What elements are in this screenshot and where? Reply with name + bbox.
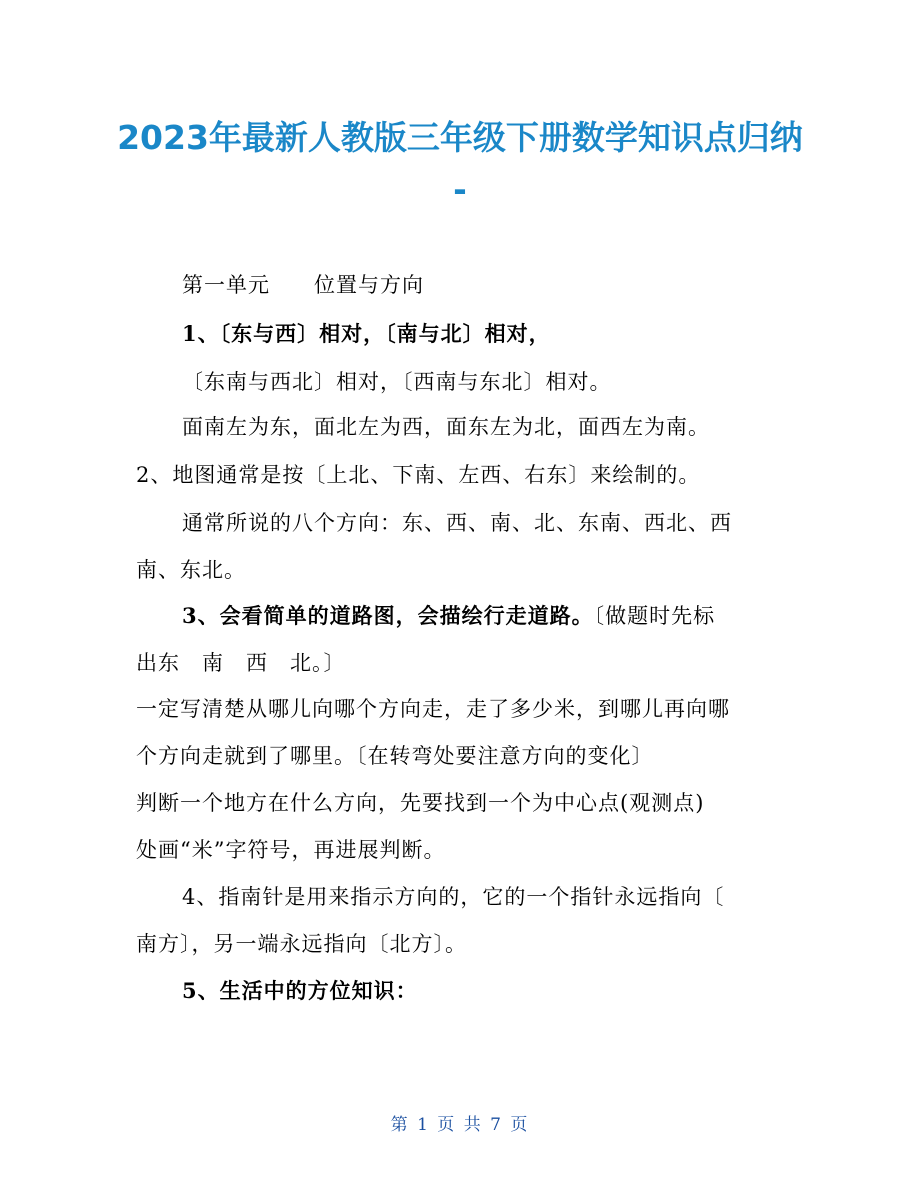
point-3-note-text: 〔做题时先标: [593, 604, 716, 628]
point-1-line-2: 〔东南与西北〕相对，〔西南与东北〕相对。: [182, 370, 612, 394]
unit-heading: 第一单元 位置与方向: [182, 273, 424, 297]
point-1-line-3: 面南左为东，面北左为西，面东左为北，面西左为南。: [182, 415, 710, 439]
point-3-line-1: [182, 601, 715, 631]
point-2-line-2: 通常所说的八个方向：东、西、南、北、东南、西北、西: [182, 511, 732, 535]
point-3-line-3: 一定写清楚从哪儿向哪个方向走，走了多少米，到哪儿再向哪: [136, 697, 730, 721]
point-1-line-1: 1、〔东与西〕相对，〔南与北〕相对，: [182, 321, 551, 346]
point-2-line-1: 2、地图通常是按〔上北、下南、左西、右东〕来绘制的。: [136, 463, 701, 487]
point-3-line-2: 出东 南 西 北。〕: [136, 651, 346, 675]
point-5-heading: 5、生活中的方位知识：: [182, 978, 418, 1003]
point-3-line-5: 判断一个地方在什么方向，先要找到一个为中心点(观测点): [136, 791, 705, 815]
point-3-bold-text: 3、会看简单的道路图，会描绘行走道路。: [182, 603, 594, 628]
point-4-line-1: 4、指南针是用来指示方向的，它的一个指针永远指向〔: [182, 885, 725, 909]
point-3-line-6: 处画“米”字符号，再进展判断。: [136, 838, 446, 862]
point-2-line-3: 南、东北。: [136, 558, 246, 582]
page-footer: 第 1 页 共 7 页: [390, 1115, 530, 1135]
point-3-line-4: 个方向走就到了哪里。〔在转弯处要注意方向的变化〕: [136, 744, 654, 768]
document-title: 2023年最新人教版三年级下册数学知识点归纳: [117, 118, 803, 157]
point-4-line-2: 南方〕，另一端永远指向〔北方〕。: [136, 932, 467, 956]
document-title-continuation: -: [453, 170, 467, 209]
